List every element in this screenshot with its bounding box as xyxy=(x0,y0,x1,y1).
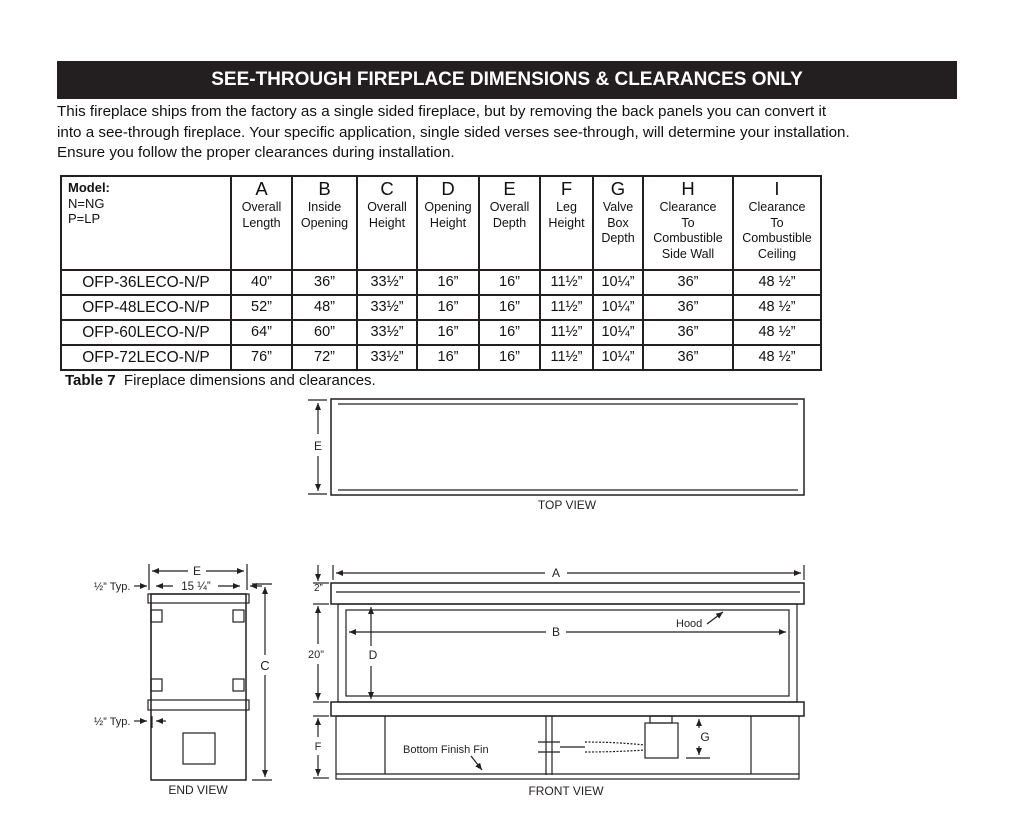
table-cell: 48 ½” xyxy=(733,270,821,295)
column-desc: Clearance xyxy=(659,200,717,214)
table-cell: 72” xyxy=(292,345,357,370)
intro-line: into a see-through fireplace. Your specific application, single sided verses see-through, will determine your installation. xyxy=(57,123,850,141)
column-desc: Leg xyxy=(556,200,577,214)
column-letter: E xyxy=(503,178,516,199)
column-desc: Overall xyxy=(241,200,282,214)
table-cell: 16” xyxy=(479,295,540,320)
column-letter: A xyxy=(255,178,268,199)
table-cell: 10¼” xyxy=(593,270,643,295)
section-title: SEE-THROUGH FIREPLACE DIMENSIONS & CLEARANCES ONLY xyxy=(211,69,803,90)
table-cell: 16” xyxy=(417,345,479,370)
column-desc: Clearance xyxy=(748,200,806,214)
column-letter: I xyxy=(774,178,780,199)
column-desc: Box xyxy=(607,215,629,230)
column-letter: F xyxy=(560,178,573,199)
column-desc: Depth xyxy=(492,215,527,230)
intro-line: This fireplace ships from the factory as a single sided fireplace, but by removing the back panels you can convert it xyxy=(57,103,827,120)
column-letter: D xyxy=(441,178,455,199)
table-cell: 16” xyxy=(479,345,540,370)
table-cell: 33½” xyxy=(357,295,417,320)
table-cell: 11½” xyxy=(540,345,593,370)
table-cell: 10¼” xyxy=(593,320,643,345)
model-cell: OFP-72LECO-N/P xyxy=(61,345,231,370)
table-cell: 36” xyxy=(292,270,357,295)
table-cell: 36” xyxy=(643,270,733,295)
column-desc: Overall xyxy=(489,200,530,214)
front-view-label: FRONT VIEW xyxy=(528,784,604,798)
column-desc: Height xyxy=(548,215,585,230)
model-cell: OFP-48LECO-N/P xyxy=(61,295,231,320)
end-view-label: END VIEW xyxy=(168,783,228,797)
caption-text: Fireplace dimensions and clearances. xyxy=(115,372,376,389)
table-cell: 11½” xyxy=(540,270,593,295)
front-view-fin-label: Bottom Finish Fin xyxy=(403,744,489,756)
front-view-dim-20: 20” xyxy=(308,649,324,661)
top-view-drawing xyxy=(308,399,804,495)
table-cell: 36” xyxy=(643,345,733,370)
caption-label: Table 7 xyxy=(65,372,116,389)
column-desc: Combustible xyxy=(653,231,723,245)
column-desc: Opening xyxy=(300,215,349,230)
front-view-dim-d: D xyxy=(368,648,378,662)
column-desc: To xyxy=(770,215,784,230)
table-cell: 10¼” xyxy=(593,345,643,370)
column-desc: Inside xyxy=(307,200,342,214)
front-view-drawing xyxy=(313,565,804,779)
model-cell: OFP-36LECO-N/P xyxy=(61,270,231,295)
table-cell: 48 ½” xyxy=(733,320,821,345)
model-header-ng: N=NG xyxy=(68,195,105,211)
column-desc: To xyxy=(681,215,695,230)
table-cell: 33½” xyxy=(357,270,417,295)
model-cell: OFP-60LECO-N/P xyxy=(61,320,231,345)
column-letter: C xyxy=(380,178,394,199)
column-desc: Depth xyxy=(601,231,635,245)
column-desc: Combustible xyxy=(742,231,812,245)
table-cell: 40” xyxy=(231,270,292,295)
end-view-dim-inner: 15 ¼” xyxy=(181,581,211,593)
table-cell: 16” xyxy=(479,270,540,295)
top-view-dim-e: E xyxy=(313,439,323,453)
table-cell: 48 ½” xyxy=(733,345,821,370)
front-view-dim-b: B xyxy=(551,625,561,639)
front-view-dim-g: G xyxy=(700,730,710,744)
table-cell: 11½” xyxy=(540,320,593,345)
table-cell: 16” xyxy=(479,320,540,345)
column-letter: B xyxy=(318,178,331,199)
column-letter: G xyxy=(610,178,626,199)
table-cell: 36” xyxy=(643,320,733,345)
table-cell: 16” xyxy=(417,320,479,345)
end-view-drawing xyxy=(134,564,272,780)
table-cell: 76” xyxy=(231,345,292,370)
end-view-half-typ-top: ½” Typ. xyxy=(94,581,131,593)
table-cell: 16” xyxy=(417,270,479,295)
table-cell: 11½” xyxy=(540,295,593,320)
intro-line: Ensure you follow the proper clearances during installation. xyxy=(57,144,455,161)
end-view-dim-e: E xyxy=(192,564,202,578)
column-desc: Height xyxy=(429,215,467,230)
front-view-dim-2: 2” xyxy=(314,583,323,594)
top-view-label: TOP VIEW xyxy=(537,498,597,512)
front-view-dim-a: A xyxy=(551,566,561,580)
table-cell: 33½” xyxy=(357,345,417,370)
column-desc: Height xyxy=(368,215,406,230)
table-cell: 16” xyxy=(417,295,479,320)
model-header-title: Model: xyxy=(68,180,110,195)
end-view-half-typ-bottom: ½” Typ. xyxy=(94,716,131,728)
column-desc: Ceiling xyxy=(757,246,797,261)
front-view-hood-label: Hood xyxy=(676,618,703,630)
model-header-lp: P=LP xyxy=(68,211,101,226)
table-cell: 64” xyxy=(231,320,292,345)
table-cell: 60” xyxy=(292,320,357,345)
column-desc: Overall xyxy=(367,200,407,214)
column-desc: Length xyxy=(242,215,281,230)
table-cell: 48” xyxy=(292,295,357,320)
table-cell: 36” xyxy=(643,295,733,320)
table-cell: 52” xyxy=(231,295,292,320)
table-cell: 48 ½” xyxy=(733,295,821,320)
column-letter: H xyxy=(681,178,695,199)
table-cell: 33½” xyxy=(357,320,417,345)
column-desc: Side Wall xyxy=(661,246,715,261)
end-view-dim-c: C xyxy=(260,658,270,673)
column-desc: Valve xyxy=(602,200,634,214)
column-desc: Opening xyxy=(424,200,472,214)
table-cell: 10¼” xyxy=(593,295,643,320)
front-view-dim-f: F xyxy=(314,741,322,753)
